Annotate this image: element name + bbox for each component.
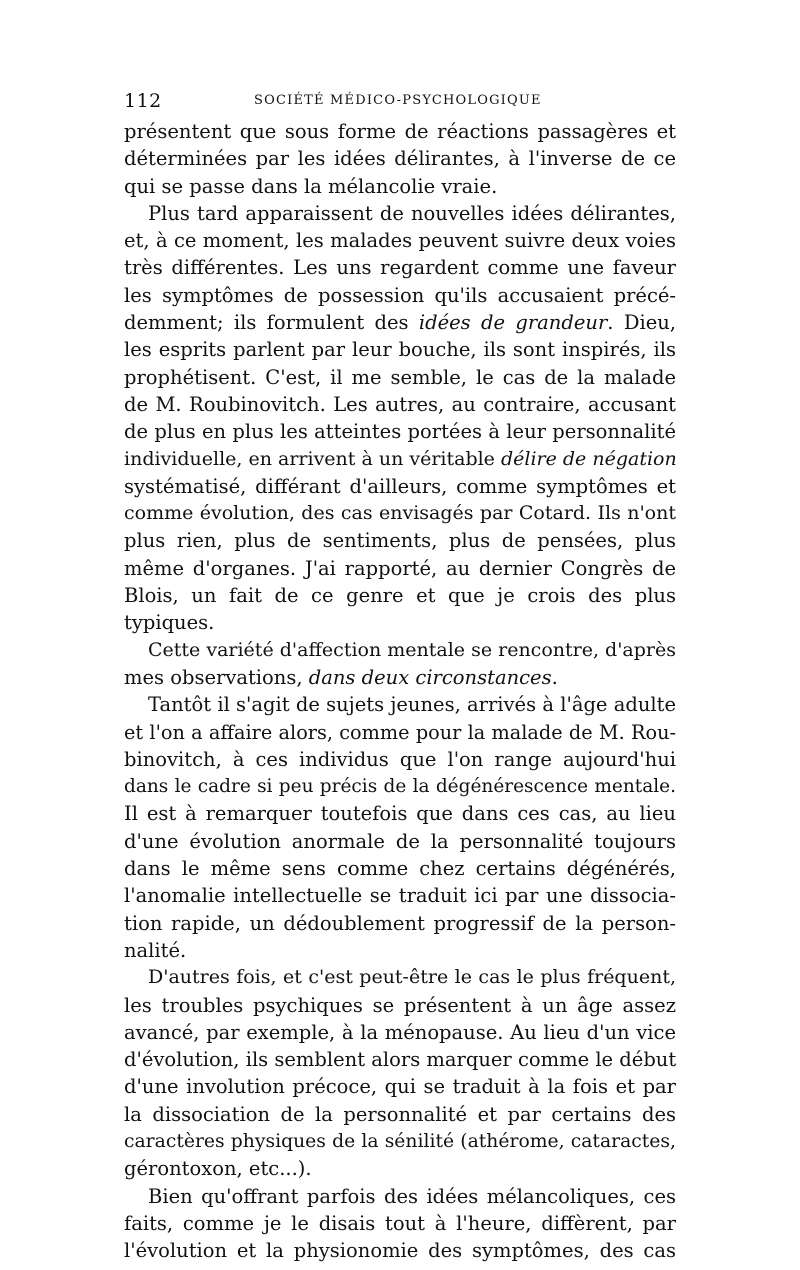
paragraph-start-line: Bien qu'offrant parfois des idées mélancoliques, ces [148, 1184, 676, 1208]
text-line: dans le même sens comme chez certains dégénérés, [124, 857, 676, 881]
text-line: typiques. [124, 611, 215, 635]
text-line: les symptômes de possession qu'ils accusaient précé- [124, 283, 676, 307]
text-line: caractères physiques de la sénilité (athérome, cataractes, [124, 1130, 676, 1152]
text-line: prophétisent. C'est, il me semble, le cas de la malade [124, 365, 676, 389]
line-text: . [551, 665, 558, 689]
text-line: présentent que sous forme de réactions passagères et [124, 120, 676, 143]
text-line: plus rien, plus de sentiments, plus de pensées, plus [124, 529, 676, 553]
text-line: dans le cadre si peu précis de la dégénérescence mentale. [124, 776, 676, 798]
text-line: l'anomalie intellectuelle se traduit ici par une dissocia- [124, 884, 676, 908]
text-line: même d'organes. J'ai rapporté, au dernier Congrès de [124, 556, 676, 580]
text-line: déterminées par les idées délirantes, à l'inverse de ce [124, 147, 676, 171]
text-line: d'une involution précoce, qui se traduit à la fois et par [124, 1075, 676, 1099]
text-line: la dissociation de la personnalité et par certains des [124, 1102, 676, 1126]
line-text: individuelle, en arrivent à un véritable [124, 447, 501, 470]
text-line-with-italic [124, 664, 676, 691]
text-line: faits, comme je le disais tout à l'heure, diffèrent, par [124, 1211, 676, 1235]
running-head: SOCIÉTÉ MÉDICO-PSYCHOLOGIQUE [254, 93, 542, 108]
italic-phrase: délire de négation [500, 447, 677, 470]
text-line: l'évolution et la physionomie des symptômes, des cas [124, 1239, 676, 1263]
text-line: avancé, par exemple, à la ménopause. Au lieu d'un vice [124, 1020, 676, 1044]
text-line: comme évolution, des cas envisagés par Cotard. Ils n'ont [124, 502, 676, 525]
body-text [124, 118, 676, 1264]
page-header [124, 90, 680, 114]
text-line: très différentes. Les uns regardent comme une faveur [124, 256, 676, 280]
paragraph-start-line: Plus tard apparaissent de nouvelles idées délirantes, [148, 201, 676, 225]
italic-phrase: dans deux circonstances [308, 665, 552, 689]
paragraph-start-line: Tantôt il s'agit de sujets jeunes, arrivés à l'âge adulte [148, 693, 676, 717]
text-line: systématisé, différant d'ailleurs, comme symptômes et [124, 474, 676, 498]
text-line: qui se passe dans la mélancolie vraie. [124, 174, 498, 198]
paragraph-start-line: Cette variété d'affection mentale se rencontre, d'après [148, 638, 676, 661]
text-line: de plus en plus les atteintes portées à leur personnalité [124, 420, 676, 444]
paragraph-start-line: D'autres fois, et c'est peut-être le cas le plus fréquent, [148, 966, 676, 989]
line-text: mes observations, [124, 665, 309, 689]
text-line: d'évolution, ils semblent alors marquer comme le début [124, 1048, 677, 1072]
italic-phrase: idées de grandeur [418, 311, 608, 335]
line-text: demment; ils formulent des [124, 311, 419, 335]
text-line: et, à ce moment, les malades peuvent suivre deux voies [124, 229, 676, 253]
text-line: binovitch, à ces individus que l'on range aujourd'hui [124, 747, 676, 771]
text-line: Il est à remarquer toutefois que dans ces cas, au lieu [124, 802, 676, 826]
text-line: les troubles psychiques se présentent à un âge assez [124, 993, 676, 1017]
text-line-with-italic [124, 309, 676, 336]
text-line: gérontoxon, etc...). [124, 1157, 312, 1181]
line-text: . Dieu, [607, 311, 676, 335]
text-line: nalité. [124, 938, 187, 962]
text-line: tion rapide, un dédoublement progressif de la person- [124, 911, 676, 935]
text-line: les esprits parlent par leur bouche, ils sont inspirés, ils [124, 338, 676, 362]
text-line-with-italic [124, 446, 676, 473]
text-line: de M. Roubinovitch. Les autres, au contraire, accusant [124, 392, 676, 416]
text-line: et l'on a affaire alors, comme pour la malade de M. Rou- [124, 720, 676, 744]
text-line: Blois, un fait de ce genre et que je crois des plus [124, 584, 676, 608]
page-number: 112 [124, 90, 162, 112]
text-line: d'une évolution anormale de la personnalité toujours [124, 829, 676, 853]
